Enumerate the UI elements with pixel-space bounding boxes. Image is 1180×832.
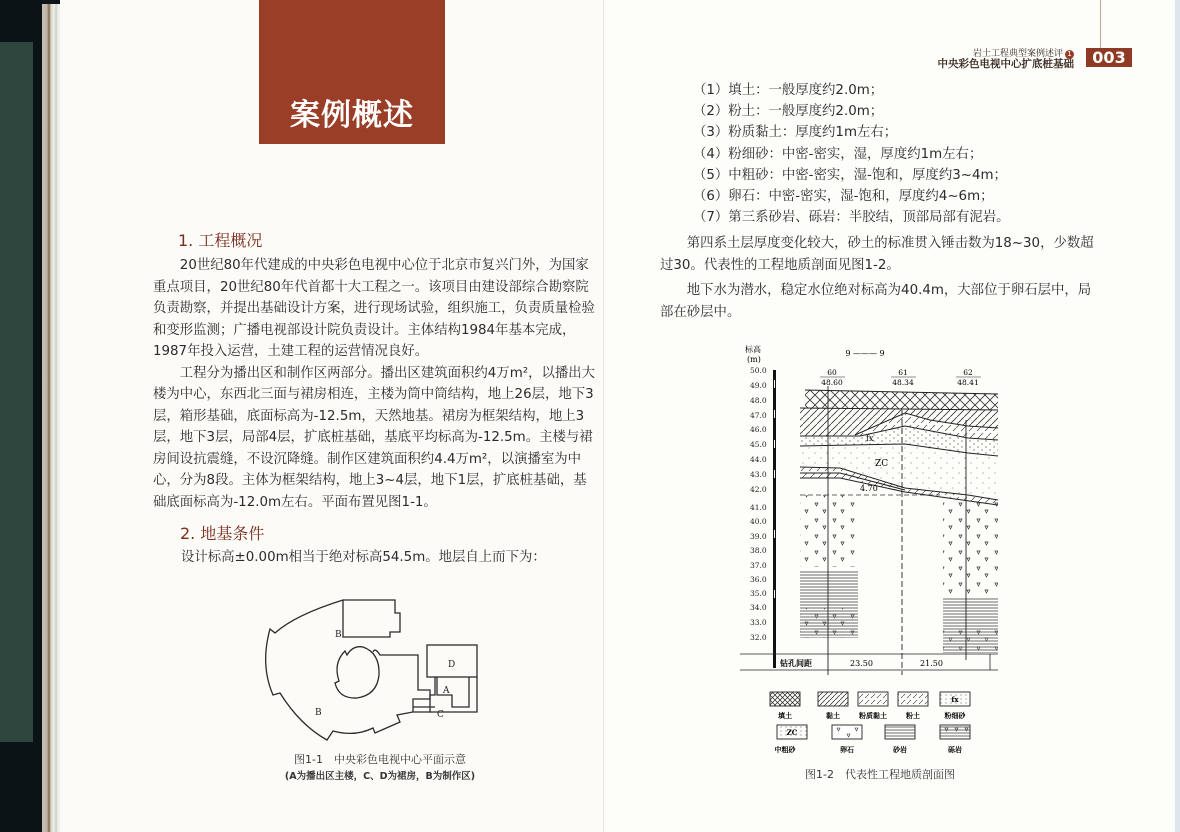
section2-heading: 2. 地基条件 xyxy=(180,524,265,543)
svg-text:62: 62 xyxy=(963,368,973,377)
header-rule xyxy=(1100,0,1101,48)
svg-text:39.0: 39.0 xyxy=(750,532,767,541)
svg-text:50.0: 50.0 xyxy=(750,366,767,375)
svg-text:48.41: 48.41 xyxy=(957,378,979,387)
svg-text:42.0: 42.0 xyxy=(750,485,767,494)
svg-text:44.0: 44.0 xyxy=(750,455,767,464)
figure1-subcaption: (A为播出区主楼，C、D为裙房，B为制作区) xyxy=(284,771,476,782)
svg-text:48.34: 48.34 xyxy=(892,378,914,387)
layer-item: （4）粉细砂：中密-密实，湿，厚度约1m左右； xyxy=(693,146,983,162)
section2-body: 设计标高±0.00m相当于绝对标高54.5m。地层自上而下为： xyxy=(181,550,546,565)
series-title: 岩土工程典型案例述评 1 xyxy=(973,46,1074,59)
svg-text:36.0: 36.0 xyxy=(750,575,767,584)
legend-fine-sand: 粉细砂 xyxy=(944,711,966,720)
layer-item: （3）粉质黏土：厚度约1m左右； xyxy=(693,125,898,141)
series-badge: 1 xyxy=(1065,50,1074,59)
legend-code-fx: fx xyxy=(951,695,959,704)
section1-paragraph-2: 工程分为播出区和制作区两部分。播出区建筑面积约4万m²，以播出大楼为中心，东西北三面与裙房相连，主楼为筒中筒结构，地上26层，地下3层，箱形基础，底面标高为-12.5m，天然地基。裙房为框架结构，地上3层，地下3层，局部4层，扩底桩基础，基底平均标高为-12.5m。主楼与裙房间设抗震缝，不设沉降缝。制作区建筑面积约4.4万m²，以演播室为中心，分为8段。主体为框架结构，地上3~4层，地下1层，扩底桩基础，基础底面标高为-12.0m左右。平面布置见图1-1。 xyxy=(153,365,596,510)
layer-item: （7）第三系砂岩、砾岩：半胶结，顶部局部有泥岩。 xyxy=(693,210,1010,226)
fx-label: fx xyxy=(866,434,874,443)
legend xyxy=(765,690,995,755)
elevation-ticks xyxy=(750,366,767,642)
book-cover-edge xyxy=(0,42,33,742)
section1-paragraph-1: 20世纪80年代建成的中央彩色电视中心位于北京市复兴门外，为国家重点项目，20世纪80年代首都十大工程之一。该项目由建设部综合勘察院负责勘察，并提出基础设计方案，进行现场试验，组织施工，负责质量检验和变形监测；广播电视部设计院负责设计。主体结构1984年基本完成，1987年投入运营，土建工程的运营情况良好。 xyxy=(153,258,595,359)
svg-text:48.0: 48.0 xyxy=(750,396,767,405)
plan-label-a: A xyxy=(443,686,450,696)
svg-text:48.60: 48.60 xyxy=(821,378,843,387)
legend-conglomerate: 砾岩 xyxy=(948,745,962,754)
section-label: 9 ——— 9 xyxy=(845,349,885,358)
figure2-caption: 图1-2 代表性工程地质剖面图 xyxy=(805,768,955,781)
plan-label-b-top: B xyxy=(335,630,342,640)
legend-silt: 粉土 xyxy=(906,711,920,720)
spacing-label: 钻孔间距 xyxy=(780,658,812,668)
right-paragraph-2: 地下水为潜水，稳定水位绝对标高为40.4m，大部位于卵石层中，局部在砂层中。 xyxy=(660,283,1092,320)
legend-sandstone: 砂岩 xyxy=(893,745,907,754)
layer-item: （5）中粗砂：中密-密实，湿-饱和，厚度约3~4m； xyxy=(693,167,1007,183)
legend-coarse-sand: 中粗砂 xyxy=(774,745,796,754)
svg-text:40.0: 40.0 xyxy=(750,517,767,526)
page-number: 003 xyxy=(1086,48,1132,67)
plan-label-d: D xyxy=(448,660,456,670)
svg-text:47.0: 47.0 xyxy=(750,411,767,420)
svg-text:60: 60 xyxy=(827,368,837,377)
right-body xyxy=(660,233,1100,323)
layer-item: （6）卵石：中密-密实，湿-饱和，厚度约4~6m； xyxy=(693,189,994,205)
plan-label-c: C xyxy=(437,710,444,720)
chapter-title: 案例概述 xyxy=(290,98,414,133)
svg-text:43.0: 43.0 xyxy=(750,470,767,479)
right-paragraph-1: 第四系土层厚度变化较大，砂土的标准贯入锤击数为18~30，少数超过30。代表性的工程地质剖面见图1-2。 xyxy=(660,236,1094,273)
plan-label-b-bottom: B xyxy=(315,708,322,718)
axis-title: 标高 xyxy=(745,345,761,354)
svg-text:37.0: 37.0 xyxy=(750,561,767,570)
zc-label: ZC xyxy=(875,459,889,469)
svg-text:34.0: 34.0 xyxy=(750,603,767,612)
soil-layer-list xyxy=(693,80,1113,228)
chapter-title-block xyxy=(259,0,445,144)
svg-text:33.0: 33.0 xyxy=(750,618,767,627)
legend-fill: 填土 xyxy=(778,711,792,720)
section1-body xyxy=(153,255,599,513)
layer-item: （2）粉土：一般厚度约2.0m； xyxy=(693,104,884,120)
depth-label: 4.70 xyxy=(860,484,878,493)
legend-gravel: 卵石 xyxy=(840,745,854,754)
svg-text:49.0: 49.0 xyxy=(750,381,767,390)
svg-text:61: 61 xyxy=(898,368,908,377)
svg-text:46.0: 46.0 xyxy=(750,425,767,434)
scan-right-edge xyxy=(1175,0,1180,832)
borehole-headers xyxy=(820,368,981,387)
geological-section-chart xyxy=(740,340,1000,675)
chapter-running-title: 中央彩色电视中心扩底桩基础 xyxy=(937,58,1074,70)
axis-unit: (m) xyxy=(747,355,761,364)
legend-clay: 黏土 xyxy=(826,711,840,720)
legend-code-zc: ZC xyxy=(786,728,798,737)
svg-text:41.0: 41.0 xyxy=(750,503,767,512)
svg-text:35.0: 35.0 xyxy=(750,589,767,598)
svg-text:45.0: 45.0 xyxy=(750,440,767,449)
site-plan-figure xyxy=(255,595,495,755)
spacing-2: 21.50 xyxy=(920,659,943,668)
svg-text:32.0: 32.0 xyxy=(750,633,767,642)
legend-silty-clay: 粉质黏土 xyxy=(859,711,887,720)
svg-text:38.0: 38.0 xyxy=(750,546,767,555)
spacing-1: 23.50 xyxy=(850,659,873,668)
figure1-caption: 图1-1 中央彩色电视中心平面示意 xyxy=(294,753,466,766)
layer-item: （1）填土：一般厚度约2.0m； xyxy=(693,83,884,98)
section1-heading: 1. 工程概况 xyxy=(178,231,263,250)
